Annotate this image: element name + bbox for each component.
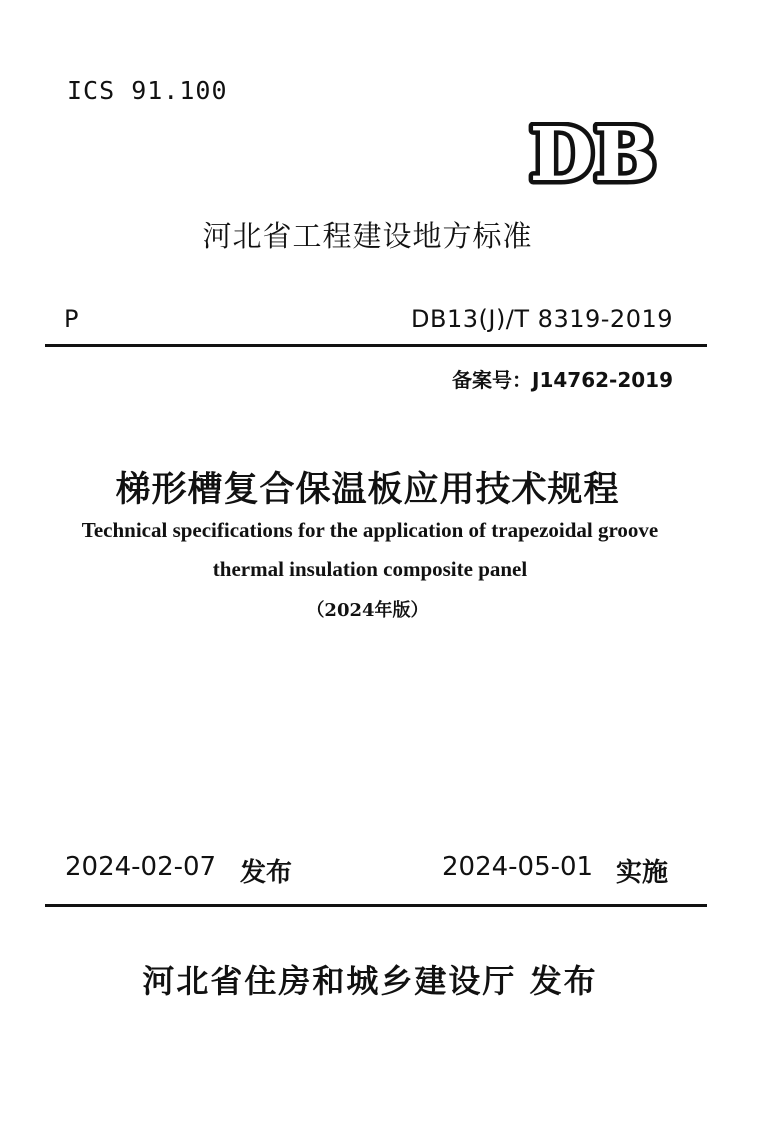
english-title-line-2: thermal insulation composite panel	[212, 557, 528, 581]
chinese-title: 梯形槽复合保温板应用技术规程	[115, 469, 620, 510]
bottom-divider	[45, 904, 707, 907]
record-number: 备案号：J14762-2019	[452, 368, 673, 392]
top-divider	[45, 344, 707, 347]
db-logo	[512, 122, 674, 186]
classification-code: P	[64, 305, 79, 333]
issue-label: 发布	[240, 858, 293, 888]
standard-number: DB13(J)/T 8319-2019	[411, 305, 673, 333]
implementation-date: 2024-05-01	[442, 852, 594, 882]
edition-label: （2024年版）	[306, 600, 429, 621]
ics-code: ICS 91.100	[67, 76, 228, 105]
issue-date: 2024-02-07	[65, 852, 217, 882]
publisher: 河北省住房和城乡建设厅 发布	[142, 962, 598, 1000]
standard-category: 河北省工程建设地方标准	[202, 219, 533, 253]
db-logo-text: DB	[529, 122, 657, 186]
english-title-line-1: Technical specifications for the application of trapezoidal groove	[81, 518, 659, 542]
implementation-label: 实施	[616, 858, 669, 888]
